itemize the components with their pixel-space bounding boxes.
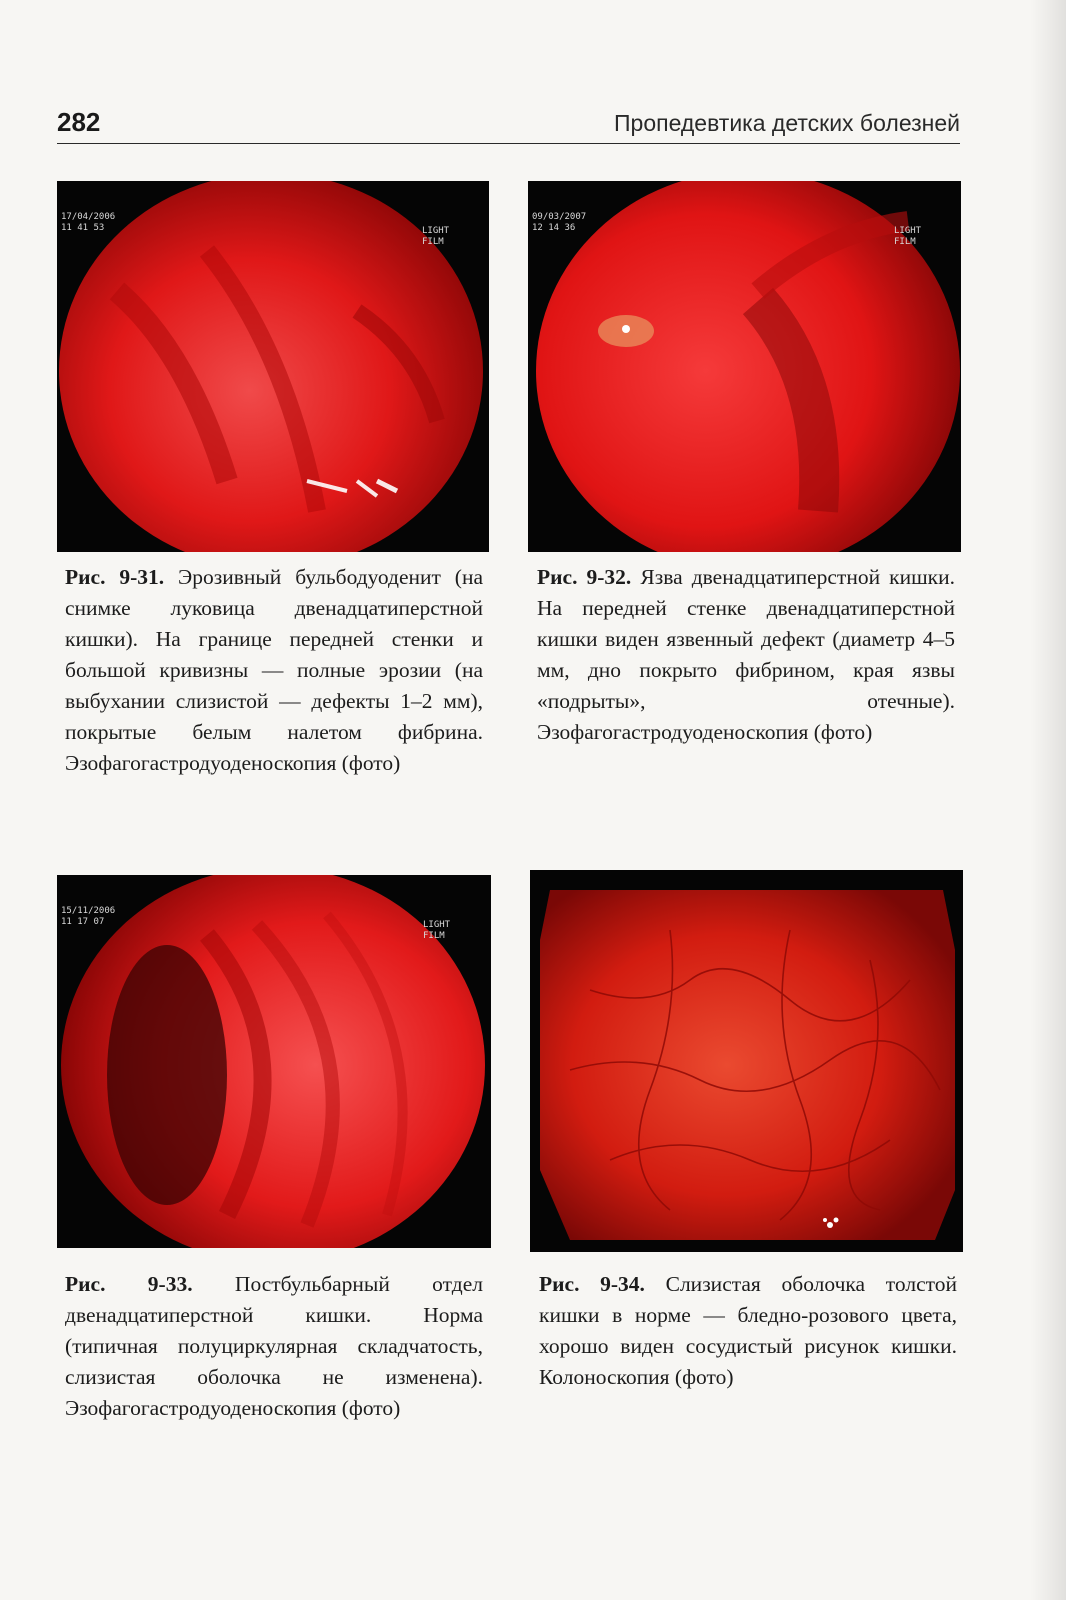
page-number: 282: [57, 107, 101, 137]
overlay-right-1: LIGHT: [423, 920, 451, 930]
figure-9-33-caption: [65, 1269, 483, 1424]
overlay-time: 11 17 07: [61, 917, 105, 927]
caption-label: Рис. 9-34.: [539, 1272, 645, 1296]
overlay-date: 09/03/2007: [532, 212, 587, 222]
page-header: [57, 105, 960, 145]
overlay-date: 15/11/2006: [61, 906, 116, 916]
figure-9-31-photo: [57, 181, 489, 552]
caption-label: Рис. 9-33.: [65, 1272, 193, 1296]
overlay-right-1: LIGHT: [894, 226, 922, 236]
caption-label: Рис. 9-31.: [65, 565, 165, 589]
overlay-right-2: FILM: [423, 931, 445, 941]
caption-text: Слизистая оболочка толстой кишки в норме — бледно-розового цвета, хорошо виден сосудистый рисунок кишки. Колоноскопия (фото): [539, 1272, 957, 1389]
overlay-right-1: LIGHT: [422, 226, 450, 236]
caption-text: Эрозивный бульбодуоденит (на снимке луковица двенадцатиперстной кишки). На границе передней стенки и большой кривизны — полные эрозии (на выбухании слизистой — дефекты 1–2 мм), покрытые белым налетом фибрина. Эзофагогастродуоденоскопия (фото): [65, 565, 483, 775]
overlay-time: 12 14 36: [532, 223, 576, 233]
overlay-date: 17/04/2006: [61, 212, 116, 222]
figure-9-33-photo: [57, 875, 491, 1248]
figure-9-34-caption: [539, 1269, 957, 1393]
figure-9-32-photo: [528, 181, 961, 552]
figure-9-34-photo: [530, 870, 963, 1252]
overlay-right-2: FILM: [894, 237, 916, 247]
overlay-right-2: FILM: [422, 237, 444, 247]
caption-text: Язва двенадцатиперстной кишки. На передней стенке двенадцатиперстной кишки виден язвенный дефект (диаметр 4–5 мм, дно покрыто фибрином, края язвы «подрыты», отечные). Эзофагогастродуоденоскопия (фото): [537, 565, 955, 744]
overlay-time: 11 41 53: [61, 223, 105, 233]
running-title: Пропедевтика детских болезней: [614, 110, 960, 136]
caption-text: Постбульбарный отдел двенадцатиперстной кишки. Норма (типичная полуциркулярная складчатость, слизистая оболочка не изменена). Эзофагогастродуоденоскопия (фото): [65, 1272, 483, 1420]
header-rule: [57, 143, 960, 144]
page-edge-shadow: [1030, 0, 1066, 1600]
figure-9-31-caption: [65, 562, 483, 779]
caption-label: Рис. 9-32.: [537, 565, 632, 589]
figure-9-32-caption: [537, 562, 955, 748]
